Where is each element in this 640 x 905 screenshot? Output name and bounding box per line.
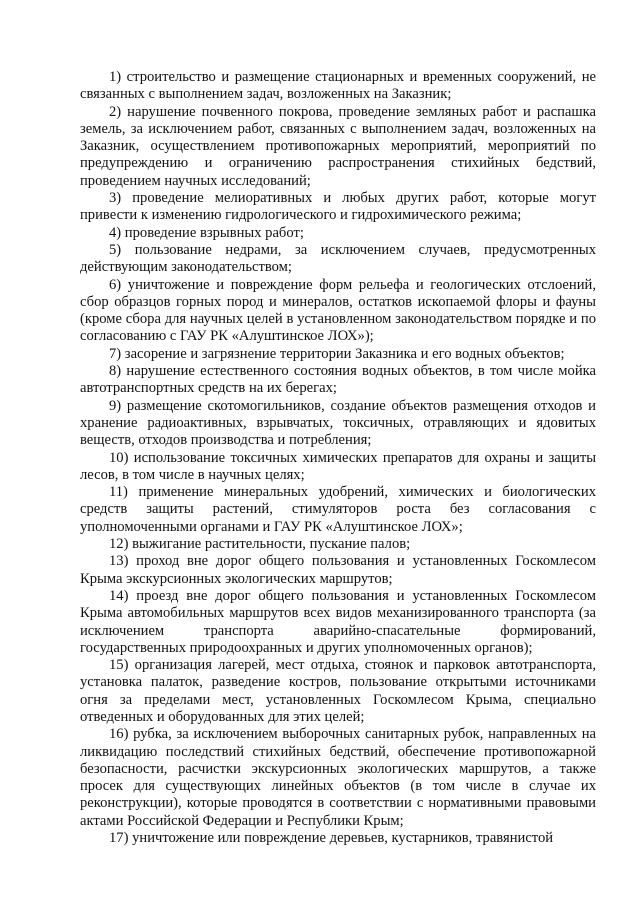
list-item-6: 6) уничтожение и повреждение форм рельефа и геологических отслоений, сбор образцов горных пород и минералов, остатков ископаемой флоры и фауны (кроме сбора для научных целей в установленном законодательством порядке и по согласованию с ГАУ РК «Алуштинское ЛОХ»); <box>80 276 596 345</box>
list-item-4: 4) проведение взрывных работ; <box>109 224 304 241</box>
list-item-12: 12) выжигание растительности, пускание палов; <box>109 536 411 553</box>
list-item-17: 17) уничтожение или повреждение деревьев, кустарников, травянистой <box>109 830 554 847</box>
list-item-10: 10) использование токсичных химических препаратов для охраны и защиты лесов, в том числе в научных целях; <box>80 449 596 483</box>
list-item-8: 8) нарушение естественного состояния водных объектов, в том числе мойка автотранспортных средств на их берегах; <box>80 363 596 397</box>
list-item-16: 16) рубка, за исключением выборочных санитарных рубок, направленных на ликвидацию последствий стихийных бедствий, обеспечение противопожарной безопасности, расчистки экскурсионных экологических маршрутов, а также просек для существующих линейных объектов (в том числе в случае их реконструкции), которые проводятся в соответствии с нормативными правовыми актами Российской Федерации и Республики Крым; <box>80 726 596 829</box>
document-body <box>80 69 596 847</box>
list-item-7: 7) засорение и загрязнение территории Заказника и его водных объектов; <box>109 345 565 362</box>
list-item-14: 14) проезд вне дорог общего пользования и установленных Госкомлесом Крыма автомобильных маршрутов всех видов механизированного транспорта (за исключением транспорта аварийно-спасательные формирований, государственных природоохранных и других уполномоченных органов); <box>80 587 596 656</box>
list-item-5: 5) пользование недрами, за исключением случаев, предусмотренных действующим законодательством; <box>80 241 596 276</box>
list-item-3: 3) проведение мелиоративных и любых других работ, которые могут привести к изменению гидрологического и гидрохимического режима; <box>80 190 596 224</box>
list-item-9: 9) размещение скотомогильников, создание объектов размещения отходов и хранение радиоактивных, взрывчатых, токсичных, отравляющих и ядовитых веществ, отходов производства и потребления; <box>80 397 596 449</box>
list-item-2: 2) нарушение почвенного покрова, проведение земляных работ и распашка земель, за исключением работ, связанных с выполнением задач, возложенных на Заказник, осуществлением противопожарных мероприятий, мероприятий по предупреждению и ограничению распространения стихийных бедствий, проведением научных исследований; <box>80 103 596 189</box>
list-item-1: 1) строительство и размещение стационарных и временных сооружений, не связанных с выполнением задач, возложенных на Заказник; <box>80 69 596 103</box>
list-item-13: 13) проход вне дорог общего пользования и установленных Госкомлесом Крыма экскурсионных экологических маршрутов; <box>80 553 596 587</box>
list-item-15: 15) организация лагерей, мест отдыха, стоянок и парковок автотранспорта, установка палаток, разведение костров, пользование открытыми источниками огня за пределами мест, установленных Госкомлесом Крыма, специально отведенных и оборудованных для этих целей; <box>80 657 596 725</box>
list-item-11: 11) применение минеральных удобрений, химических и биологических средств защиты растений, стимуляторов роста без согласования с уполномоченными органами и ГАУ РК «Алуштинское ЛОХ»; <box>80 484 596 535</box>
